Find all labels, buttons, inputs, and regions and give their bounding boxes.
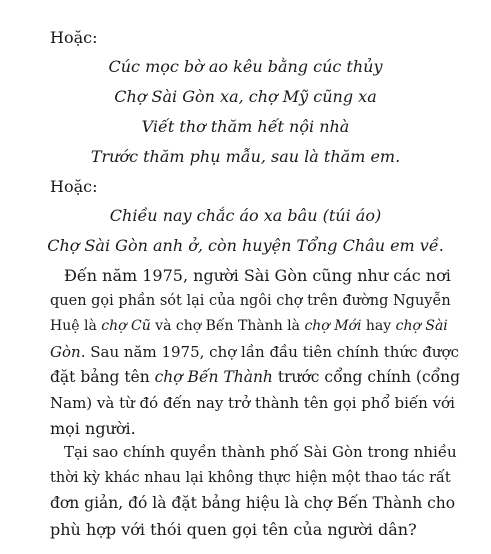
verse-1-line-1: Cúc mọc bờ ao kêu bằng cúc thủy [108, 57, 383, 76]
emphasis-cho-sai-gon-end: Gòn [50, 342, 81, 361]
verse-2-line-2: Chợ Sài Gòn anh ở, còn huyện Tổng Châu em về. [47, 236, 444, 255]
verse-1-line-2: Chợ Sài Gòn xa, chợ Mỹ cũng xa [114, 87, 377, 106]
intro-label-1: Hoặc: [50, 28, 98, 47]
verse-2-line-1: Chiều nay chắc áo xa bâu (túi áo) [109, 206, 382, 225]
emphasis-cho-moi: chợ Mới [304, 318, 362, 334]
text-run: đặt bảng tên [50, 368, 155, 386]
text-run: và chợ Bến Thành là [150, 318, 305, 334]
paragraph-1-line-2: quen gọi phần sót lại của ngôi chợ trên đường Nguyễn [50, 292, 451, 309]
text-run: trước cổng chính (cổng [272, 368, 461, 386]
paragraph-2 [50, 440, 457, 542]
paragraph-1-line-6: Nam) và từ đó đến nay trở thành tên gọi phổ biến với [50, 393, 455, 412]
paragraph-1-line-3 [50, 314, 450, 340]
paragraph-1 [50, 263, 461, 442]
emphasis-cho-ben-thanh: chợ Bến Thành [154, 368, 273, 386]
paragraph-2-line-1: Tại sao chính quyền thành phố Sài Gòn trong nhiều [64, 443, 457, 461]
text-run: hay [361, 318, 396, 334]
paragraph-1-line-5 [50, 365, 461, 391]
paragraph-2-line-4: phù hợp với thói quen gọi tên của người dân? [50, 519, 417, 539]
emphasis-cho-sai-gon-start: chợ Sài [395, 318, 448, 334]
paragraph-1-line-1: Đến năm 1975, người Sài Gòn cũng như các nơi [64, 266, 451, 285]
text-run: . Sau năm 1975, chợ lần đầu tiên chính thức được [80, 342, 459, 361]
text-run: Huệ là [50, 318, 102, 334]
intro-label-2: Hoặc: [50, 177, 98, 196]
paragraph-1-line-7: mọi người. [50, 419, 136, 438]
paragraph-2-line-3: đơn giản, đó là đặt bảng hiệu là chợ Bến Thành cho [50, 494, 456, 512]
paragraph-2-line-2: thời kỳ khác nhau lại không thực hiện một thao tác rất [50, 469, 451, 486]
verse-1-line-4: Trước thăm phụ mẫu, sau là thăm em. [90, 147, 401, 166]
paragraph-1-line-4 [50, 340, 459, 366]
verse-1-line-3: Viết thơ thăm hết nội nhà [141, 117, 350, 136]
emphasis-cho-cu: chợ Cũ [101, 318, 151, 334]
